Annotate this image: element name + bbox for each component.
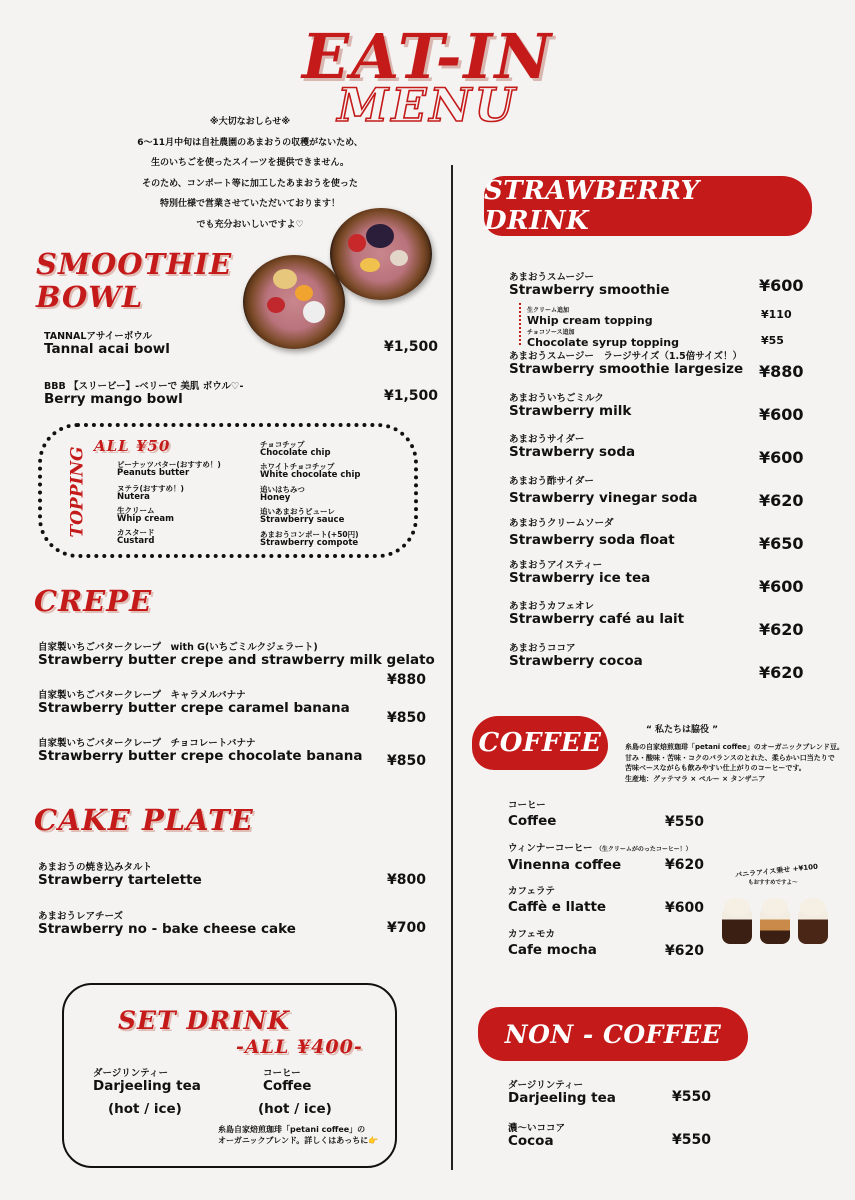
menu-item: あまおうスムージー ラージサイズ（1.5倍サイズ！） Strawberry smoothie largesize	[509, 351, 744, 377]
column-divider	[451, 165, 453, 1170]
crepe-heading: CREPE	[34, 584, 153, 618]
menu-price: ¥550	[672, 1132, 711, 1148]
menu-price: ¥620	[759, 663, 804, 682]
topping-item: あまおうコンポート(+50円) Strawberry compote	[260, 530, 359, 548]
page-title: EAT-IN	[301, 20, 554, 93]
page-subtitle: MENU	[337, 78, 518, 132]
menu-price: ¥600	[759, 276, 804, 295]
menu-price: ¥850	[387, 710, 426, 726]
topping-item: カスタード Custard	[117, 528, 155, 546]
set-drink-footnote: 糸島自家焙煎珈琲「petani coffee」の オーガニックブレンド。詳しくはあっちに👉	[218, 1125, 379, 1145]
coffee-heading: COFFEE	[472, 716, 608, 770]
menu-price: ¥800	[387, 872, 426, 888]
menu-item: あまおうカフェオレ Strawberry café au lait	[509, 601, 685, 627]
menu-price: ¥550	[672, 1089, 711, 1105]
menu-item: 自家製いちごバタークレープ キャラメルバナナ Strawberry butter crepe caramel banana	[38, 690, 350, 716]
menu-price: ¥880	[387, 672, 426, 688]
notice-line: でも充分おいしいですよ♡	[196, 219, 304, 230]
set-drink-note: (hot / ice)	[258, 1101, 332, 1117]
menu-price: ¥600	[665, 900, 704, 916]
menu-price: ¥620	[759, 620, 804, 639]
menu-item: あまおうココア Strawberry cocoa	[509, 643, 643, 669]
cake-plate-heading: CAKE PLATE	[34, 803, 254, 837]
menu-option: チョコソース追加 Chocolate syrup topping	[527, 329, 679, 349]
menu-price: ¥600	[759, 448, 804, 467]
strawberry-drink-heading: STRAWBERRY DRINK	[484, 176, 812, 236]
menu-price: ¥650	[759, 534, 804, 553]
menu-item: TANNALアサイーボウル Tannal acai bowl	[44, 331, 170, 357]
coffee-tagline: “ 私たちは脇役 ”	[646, 725, 719, 735]
topping-item: チョコチップ Chocolate chip	[260, 440, 331, 458]
menu-price: ¥620	[665, 857, 704, 873]
menu-item: あまおうクリームソーダ Strawberry soda float	[509, 518, 675, 548]
menu-price: ¥620	[665, 943, 704, 959]
topping-item: ヌテラ(おすすめ！) Nutera	[117, 484, 184, 502]
menu-price: ¥1,500	[384, 388, 439, 404]
menu-price: ¥600	[759, 577, 804, 596]
set-drink-item: ダージリンティー Darjeeling tea	[93, 1068, 201, 1094]
menu-item: カフェモカ Cafe mocha	[508, 929, 597, 958]
vanilla-note: バニラアイス乗せ +¥100	[734, 862, 819, 880]
berry-bowl-photo	[330, 208, 432, 300]
menu-item: コーヒー Coffee	[508, 800, 557, 829]
topping-item: ホワイトチョコチップ White chocolate chip	[260, 462, 361, 480]
notice-line: 6～11月中旬は自社農園のあまおうの収穫がないため、	[137, 137, 363, 148]
menu-price: ¥620	[759, 491, 804, 510]
notice-line: 生のいちごを使ったスイーツを提供できません。	[150, 158, 349, 168]
menu-price: ¥1,500	[384, 339, 439, 355]
menu-price: ¥880	[759, 362, 804, 381]
menu-price: ¥700	[387, 920, 426, 936]
coffee-float-photo	[720, 894, 838, 956]
menu-item: あまおうサイダー Strawberry soda	[509, 434, 636, 460]
menu-price: ¥850	[387, 753, 426, 769]
menu-item: カフェラテ Caffè e llatte	[508, 886, 607, 915]
menu-item: あまおうの焼き込みタルト Strawberry tartelette	[38, 862, 202, 888]
notice-title: ※大切なおしらせ※	[209, 117, 291, 127]
topping-item: 追いあまおうピューレ Strawberry sauce	[260, 507, 345, 525]
topping-item: 生クリーム Whip cream	[117, 506, 174, 524]
coffee-description: 糸島の自家焙煎珈琲「petani coffee」のオーガニックブレンド豆。 甘み・酸味・苦味・コクのバランスのとれた、柔らかい口当たりで 苦味ベースながらも飲みやすい仕上がりのコーヒーです。 生産地：グァテマラ × ペルー × タンザニア	[625, 743, 844, 783]
menu-option: 生クリーム追加 Whip cream topping	[527, 307, 653, 327]
option-dotted-line	[519, 303, 521, 345]
menu-item: あまおういちごミルク Strawberry milk	[509, 393, 632, 419]
menu-price: ¥550	[665, 814, 704, 830]
menu-item: あまおう酢サイダー Strawberry vinegar soda	[509, 476, 698, 506]
menu-item: あまおうアイスティー Strawberry ice tea	[509, 560, 651, 586]
non-coffee-heading: NON - COFFEE	[478, 1007, 748, 1061]
topping-item: ピーナッツバター(おすすめ！) Peanuts butter	[117, 460, 221, 478]
vanilla-note-sub: もおすすめですよ〜	[748, 880, 798, 886]
menu-item: 自家製いちごバタークレープ チョコレートバナナ Strawberry butter crepe chocolate banana	[38, 738, 363, 764]
menu-price: ¥55	[761, 334, 784, 347]
menu-price: ¥110	[761, 308, 792, 321]
menu-item: あまおうスムージー Strawberry smoothie	[509, 272, 670, 298]
notice-line: そのため、コンポート等に加工したあまおうを使った	[142, 178, 358, 189]
set-drink-all-price: -ALL ¥400-	[236, 1036, 363, 1058]
menu-item: あまおうレアチーズ Strawberry no - bake cheese cake	[38, 911, 296, 937]
set-drink-note: (hot / ice)	[108, 1101, 182, 1117]
menu-item: 自家製いちごバタークレープ with G(いちごミルクジェラート) Strawberry butter crepe and strawberry milk gelato	[38, 642, 435, 668]
set-drink-item: コーヒー Coffee	[263, 1068, 312, 1094]
smoothie-bowl-heading: SMOOTHIE BOWL	[36, 247, 233, 314]
menu-item: BBB 【スリービー】-ベリーで 美肌 ボウル♡- Berry mango bowl	[44, 381, 244, 407]
topping-label: TOPPING	[67, 446, 88, 538]
set-drink-heading: SET DRINK	[118, 1006, 291, 1035]
menu-price: ¥600	[759, 405, 804, 424]
menu-item: ダージリンティー Darjeeling tea	[508, 1080, 616, 1106]
topping-item: 追いはちみつ Honey	[260, 485, 305, 503]
menu-item: ウィンナーコーヒー （生クリームがのったコーヒー！） Vinenna coffee	[508, 843, 692, 873]
topping-all-price: ALL ¥50	[94, 437, 171, 455]
menu-item: 濃〜いココア Cocoa	[508, 1123, 566, 1149]
notice-line: 特別仕様で営業させていただいております！	[159, 199, 340, 209]
